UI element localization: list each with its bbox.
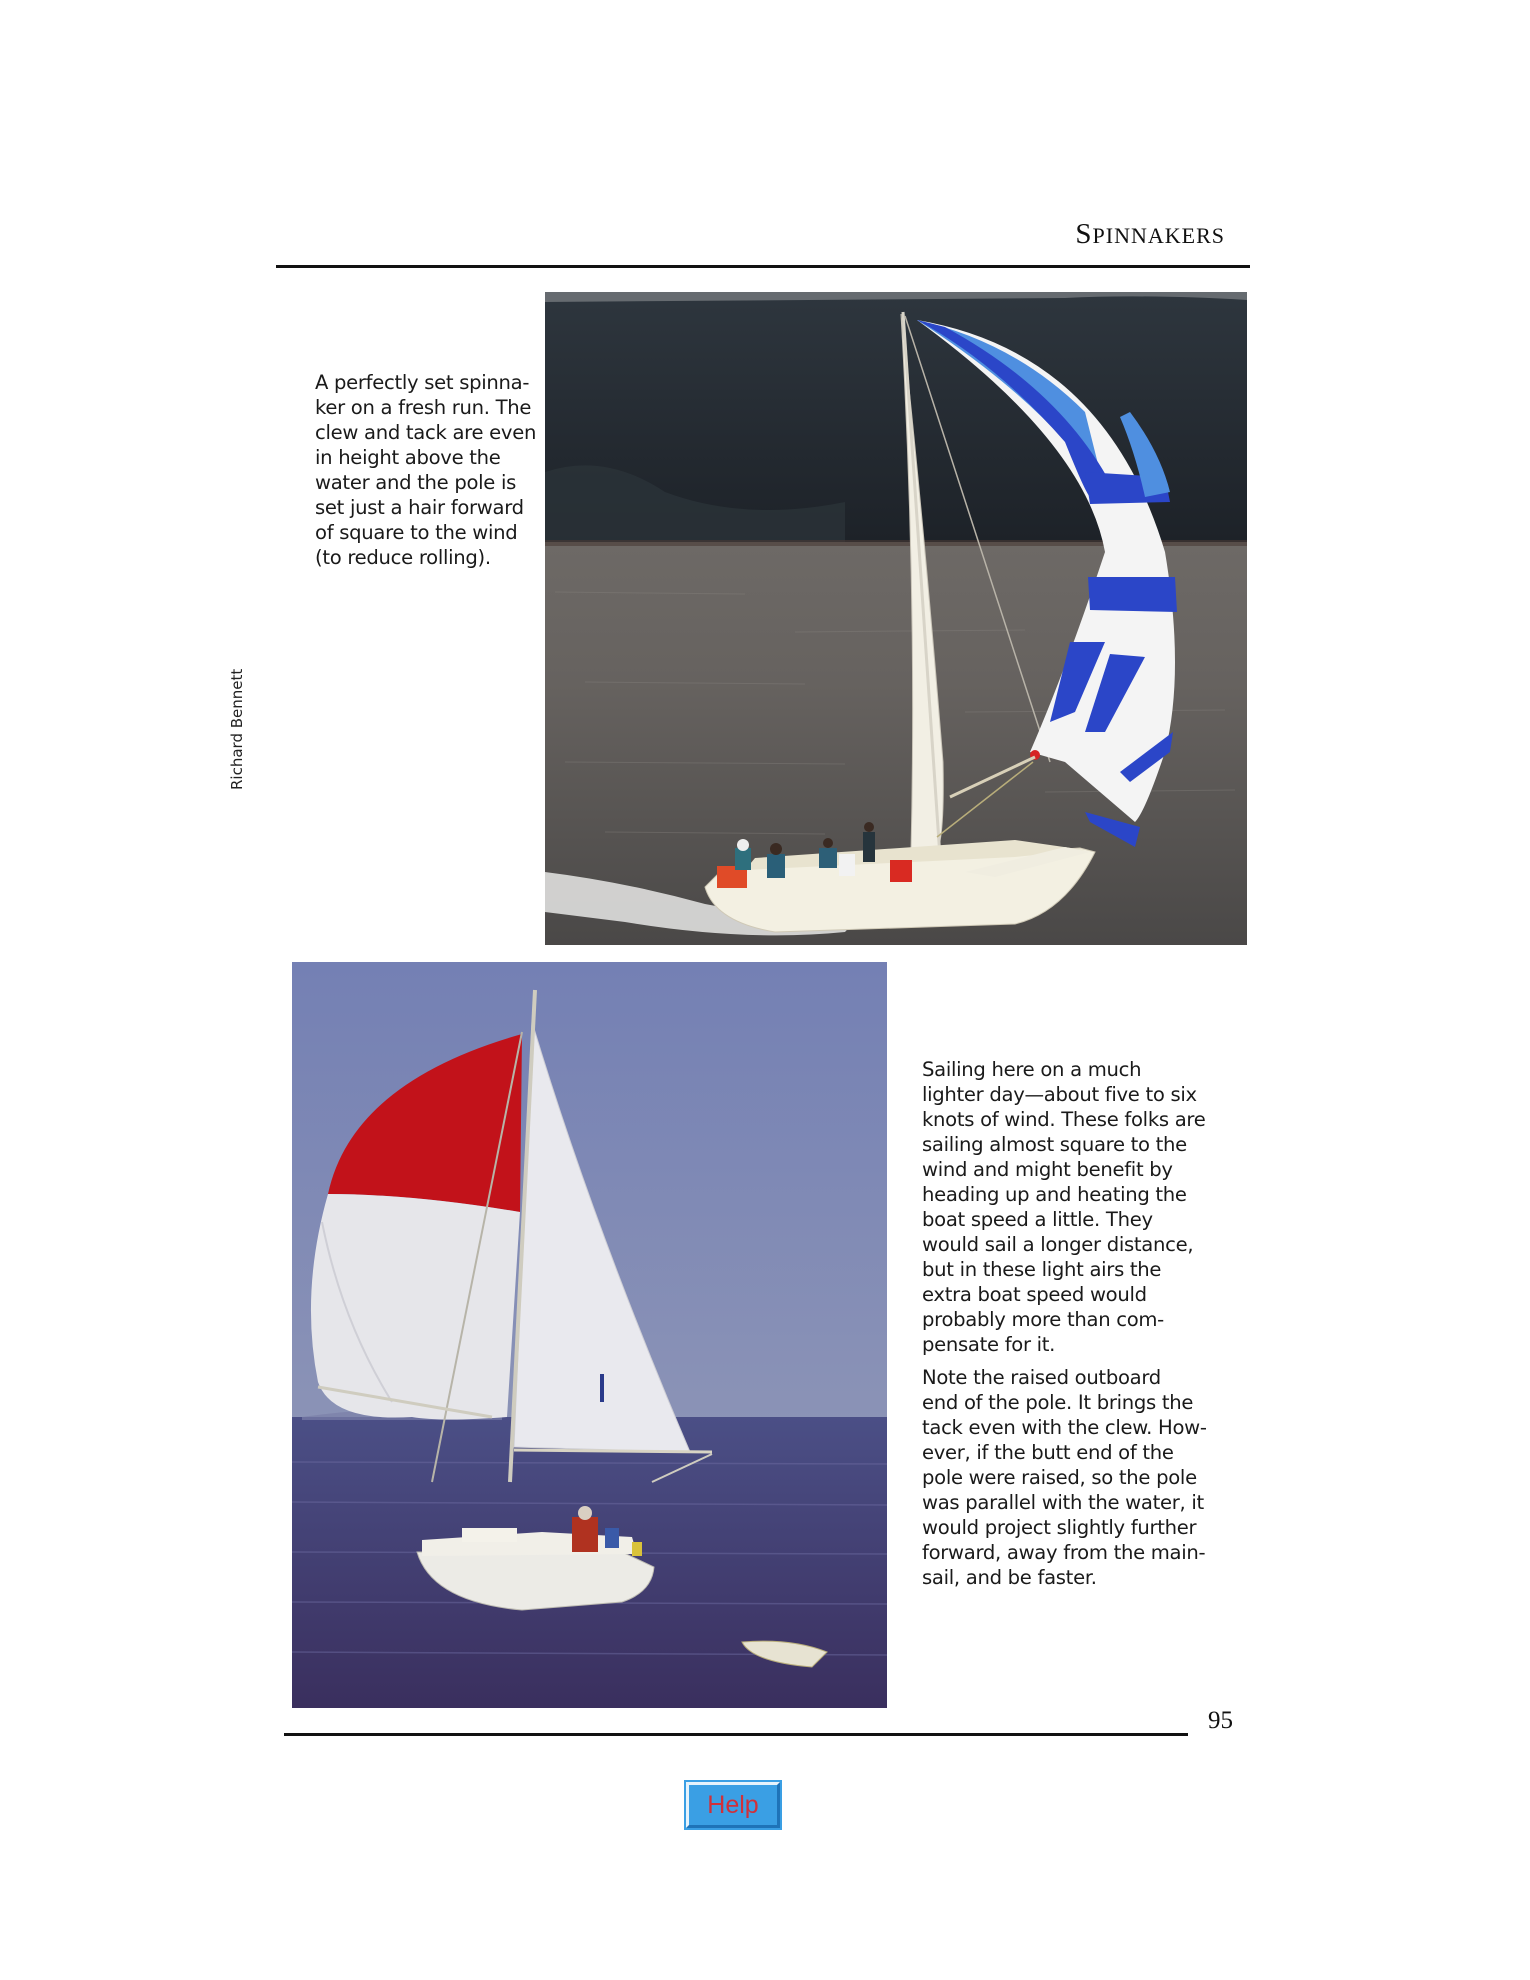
- caption-line: would sail a longer distance,: [922, 1233, 1194, 1256]
- caption-line: Sailing here on a much: [922, 1058, 1142, 1081]
- caption-line: of square to the wind: [315, 521, 518, 544]
- caption-line: clew and tack are even: [315, 421, 537, 444]
- caption-line: wind and might benefit by: [922, 1158, 1173, 1181]
- help-button[interactable]: [686, 1782, 780, 1828]
- caption-line: but in these light airs the: [922, 1258, 1162, 1281]
- caption-line: in height above the: [315, 446, 501, 469]
- caption-line: end of the pole. It brings the: [922, 1391, 1194, 1414]
- caption-line: knots of wind. These folks are: [922, 1108, 1206, 1131]
- caption-line: pensate for it.: [922, 1333, 1056, 1356]
- running-head-rest: PINNAKERS: [1092, 223, 1225, 248]
- sailboat-blue-spinnaker-illustration: [545, 292, 1247, 945]
- photo-blue-spinnaker: [545, 292, 1247, 945]
- photo-red-spinnaker: [292, 962, 887, 1708]
- caption-line: pole were raised, so the pole: [922, 1466, 1197, 1489]
- photo-credit: Richard Bennett: [228, 668, 246, 790]
- caption-line: boat speed a little. They: [922, 1208, 1153, 1231]
- caption-line: A perfectly set spinna-: [315, 371, 530, 394]
- page-number: 95: [1208, 1707, 1233, 1734]
- caption-line: forward, away from the main-: [922, 1541, 1206, 1564]
- sailboat-red-spinnaker-illustration: [292, 962, 887, 1708]
- caption-line: ker on a fresh run. The: [315, 396, 532, 419]
- caption-paragraph-1: [922, 1057, 1206, 1357]
- caption-line: ever, if the butt end of the: [922, 1441, 1174, 1464]
- caption-line: tack even with the clew. How-: [922, 1416, 1207, 1439]
- caption-paragraph-2: [922, 1365, 1207, 1590]
- footer-rule: [284, 1733, 1188, 1736]
- help-button-label: Help: [707, 1790, 759, 1819]
- caption-line: extra boat speed would: [922, 1283, 1147, 1306]
- caption-line: set just a hair forward: [315, 496, 524, 519]
- caption-top-photo: [315, 370, 537, 570]
- caption-line: lighter day—about five to six: [922, 1083, 1197, 1106]
- running-head: [1000, 218, 1225, 251]
- caption-line: heading up and heating the: [922, 1183, 1187, 1206]
- caption-line: was parallel with the water, it: [922, 1491, 1204, 1514]
- caption-bottom-photo: [922, 1057, 1207, 1598]
- caption-line: Note the raised outboard: [922, 1366, 1161, 1389]
- caption-line: sailing almost square to the: [922, 1133, 1187, 1156]
- caption-line: sail, and be faster.: [922, 1566, 1097, 1589]
- caption-line: water and the pole is: [315, 471, 517, 494]
- caption-line: would project slightly further: [922, 1516, 1197, 1539]
- caption-line: (to reduce rolling).: [315, 546, 491, 569]
- running-head-initial: S: [1075, 218, 1093, 250]
- caption-line: probably more than com-: [922, 1308, 1164, 1331]
- header-rule: [276, 265, 1250, 268]
